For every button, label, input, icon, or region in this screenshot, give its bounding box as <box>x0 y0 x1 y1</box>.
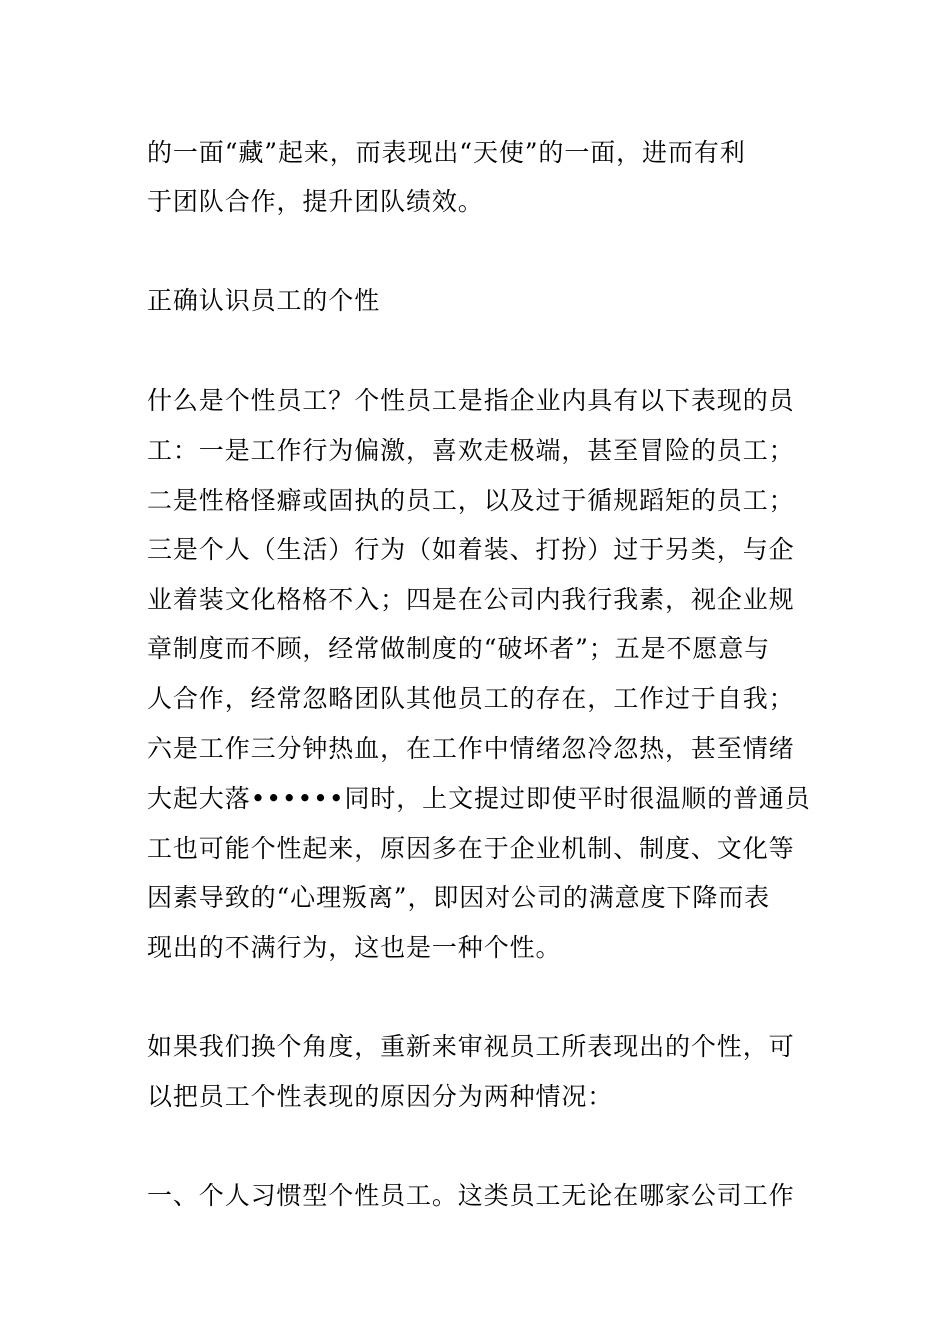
paragraph-1-line-2: 于团队合作，提升团队绩效。 <box>147 187 484 216</box>
paragraph-3-line-2: 工：一是工作行为偏激，喜欢走极端，甚至冒险的员工； <box>147 436 795 465</box>
paragraph-3-line-12: 现出的不满行为，这也是一种个性。 <box>147 933 562 962</box>
paragraph-4-line-2: 以把员工个性表现的原因分为两种情况： <box>147 1082 614 1111</box>
paragraph-3-line-6: 章制度而不顾，经常做制度的“破坏者”；五是不愿意与 <box>147 634 771 663</box>
paragraph-3-line-5: 业着装文化格格不入；四是在公司内我行我素，视企业规 <box>147 585 795 614</box>
paragraph-3-line-7: 人合作，经常忽略团队其他员工的存在，工作过于自我； <box>147 684 795 713</box>
paragraph-3-line-4: 三是个人（生活）行为（如着装、打扮）过于另类，与企 <box>147 535 795 564</box>
paragraph-3-line-3: 二是性格怪癖或固执的员工，以及过于循规蹈矩的员工； <box>147 486 795 515</box>
paragraph-4-line-1: 如果我们换个角度，重新来审视员工所表现出的个性，可 <box>147 1032 795 1061</box>
paragraph-5-line-1: 一、个人习惯型个性员工。这类员工无论在哪家公司工作 <box>147 1181 795 1210</box>
paragraph-1-line-1: 的一面“藏”起来，而表现出“天使”的一面，进而有利 <box>147 138 746 167</box>
paragraph-3-line-9: 大起大落••••••同时，上文提过即使平时很温顺的普通员 <box>147 784 811 813</box>
paragraph-3-line-10: 工也可能个性起来，原因多在于企业机制、制度、文化等 <box>147 834 795 863</box>
section-heading: 正确认识员工的个性 <box>147 286 381 315</box>
paragraph-3-line-11: 因素导致的“心理叛离”，即因对公司的满意度下降而表 <box>147 883 771 912</box>
paragraph-3-line-8: 六是工作三分钟热血，在工作中情绪忽冷忽热，甚至情绪 <box>147 734 795 763</box>
paragraph-3-line-1: 什么是个性员工？个性员工是指企业内具有以下表现的员 <box>147 386 795 415</box>
